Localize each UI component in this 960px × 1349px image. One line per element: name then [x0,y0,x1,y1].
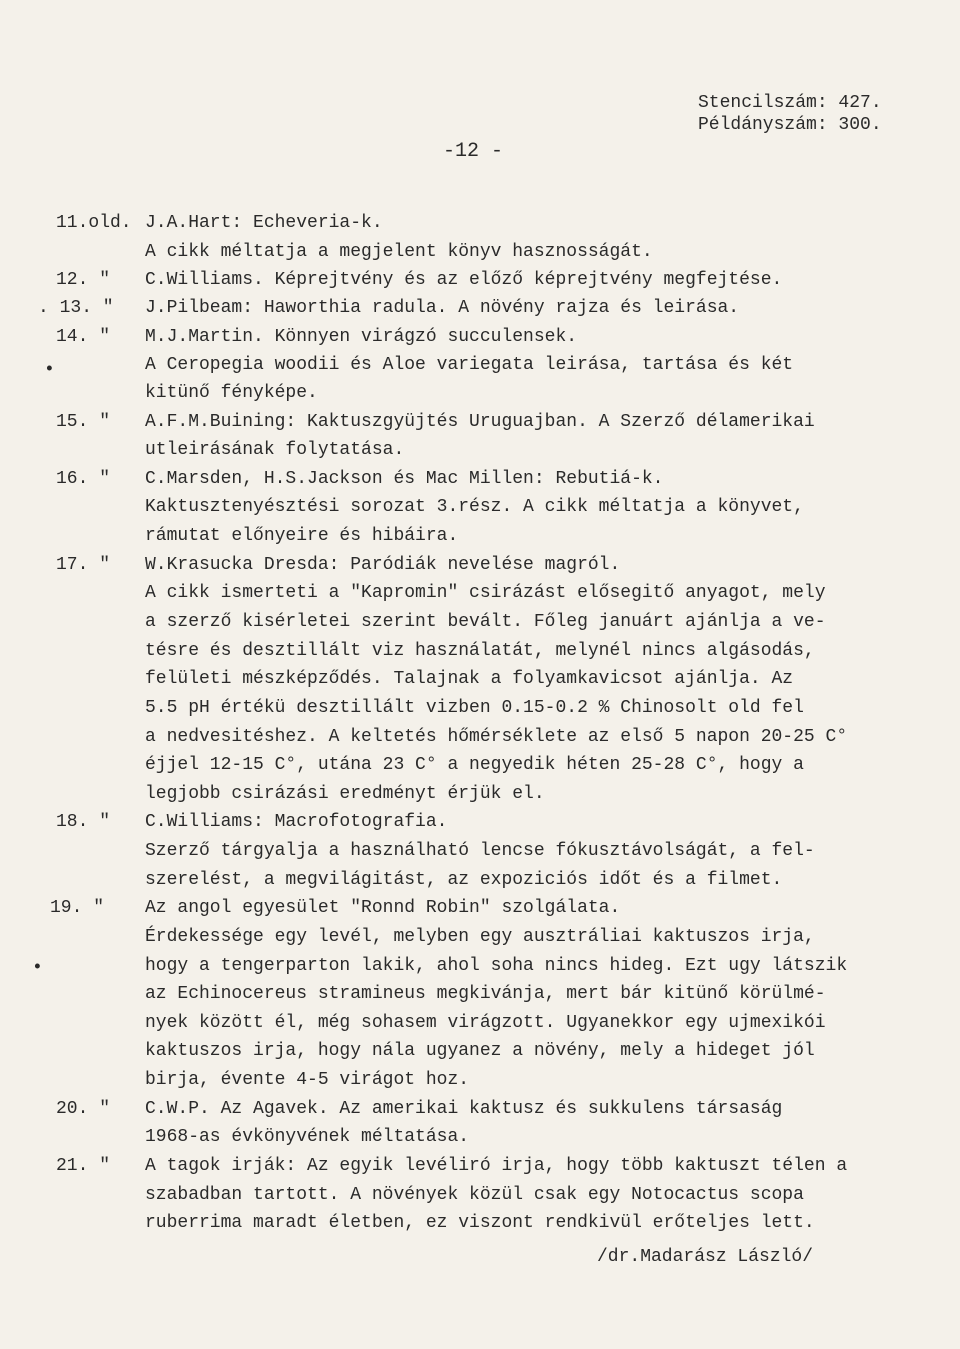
entry-line: W.Krasucka Dresda: Paródiák nevelése magról. [145,555,621,575]
margin-mark: • [32,958,43,978]
entry-number: 16. " [56,469,111,489]
signature: /dr.Madarász László/ [597,1247,814,1267]
entry-number: 17. " [56,555,111,575]
entry-line: a nedvesitéshez. A keltetés hőmérséklete az első 5 napon 20-25 C° [145,727,848,747]
entry-line: 5.5 pH értékü desztillált vizben 0.15-0.2 % Chinosolt old fel [145,698,804,718]
entry-line: kitünő fényképe. [145,383,318,403]
margin-mark: • [44,360,55,380]
entry-line: J.A.Hart: Echeveria-k. [145,213,383,233]
entry-line: felületi mészképződés. Talajnak a folyamkavicsot ajánlja. Az [145,669,794,689]
entry-line: Érdekessége egy levél, melyben egy ausztráliai kaktuszos irja, [145,927,815,947]
entry-line: A Ceropegia woodii és Aloe variegata leirása, tartása és két [145,355,794,375]
entry-line: Az angol egyesület "Ronnd Robin" szolgálata. [145,898,621,918]
entry-line: C.Williams. Képrejtvény és az előző képrejtvény megfejtése. [145,270,783,290]
stencil-info [698,92,882,136]
entry-number: 20. " [56,1099,111,1119]
entry-line: A cikk ismerteti a "Kapromin" csirázást elősegitő anyagot, mely [145,583,826,603]
entry-number: 21. " [56,1156,111,1176]
entry-line: birja, évente 4-5 virágot hoz. [145,1070,470,1090]
entry-line: hogy a tengerparton lakik, ahol soha nincs hideg. Ezt ugy látszik [145,956,848,976]
entry-line: Kaktusztenyésztési sorozat 3.rész. A cikk méltatja a könyvet, [145,497,804,517]
stencil-number: Stencilszám: 427. [698,93,882,113]
entry-number: 12. " [56,270,111,290]
entry-line: A tagok irják: Az egyik levéliró irja, hogy több kaktuszt télen a [145,1156,848,1176]
entry-line: ruberrima maradt életben, ez viszont rendkivül erőteljes lett. [145,1213,815,1233]
entry-number: 18. " [56,812,111,832]
page-number: -12 - [443,140,504,163]
entry-line: C.Marsden, H.S.Jackson és Mac Millen: Rebutiá-k. [145,469,664,489]
entry-line: nyek között él, még sohasem virágzott. Ugyanekkor egy ujmexikói [145,1013,826,1033]
entry-line: C.W.P. Az Agavek. Az amerikai kaktusz és sukkulens társaság [145,1099,783,1119]
entry-line: tésre és desztillált viz használatát, melynél nincs algásodás, [145,641,815,661]
entry-line: A.F.M.Buining: Kaktuszgyüjtés Uruguajban. A Szerző délamerikai [145,412,815,432]
entry-number: . 13. " [38,298,114,318]
entry-line: C.Williams: Macrofotografia. [145,812,448,832]
entry-line: éjjel 12-15 C°, utána 23 C° a negyedik héten 25-28 C°, hogy a [145,755,804,775]
entry-number: 14. " [56,327,111,347]
entry-number: 11.old. [56,213,132,233]
entry-line: az Echinocereus stramineus megkivánja, mert bár kitünő körülmé- [145,984,826,1004]
entry-line: legjobb csirázási eredményt érjük el. [145,784,545,804]
entry-line: M.J.Martin. Könnyen virágzó succulensek. [145,327,578,347]
entry-line: 1968-as évkönyvének méltatása. [145,1127,470,1147]
entry-line: a szerző kisérletei szerint bevált. Főleg januárt ajánlja a ve- [145,612,826,632]
copy-count: Példányszám: 300. [698,115,882,135]
entry-line: szabadban tartott. A növények közül csak egy Notocactus scopa [145,1185,804,1205]
entry-line: szerelést, a megvilágitást, az expoziciós időt és a filmet. [145,870,783,890]
entry-line: utleirásának folytatása. [145,440,405,460]
entry-line: Szerző tárgyalja a használható lencse fókusztávolságát, a fel- [145,841,815,861]
entry-line: A cikk méltatja a megjelent könyv hasznosságát. [145,242,653,262]
entry-number: 15. " [56,412,111,432]
entry-number: 19. " [50,898,105,918]
entry-line: J.Pilbeam: Haworthia radula. A növény rajza és leirása. [145,298,740,318]
entry-line: kaktuszos irja, hogy nála ugyanez a növény, mely a hideget jól [145,1041,815,1061]
entry-line: rámutat előnyeire és hibáira. [145,526,459,546]
